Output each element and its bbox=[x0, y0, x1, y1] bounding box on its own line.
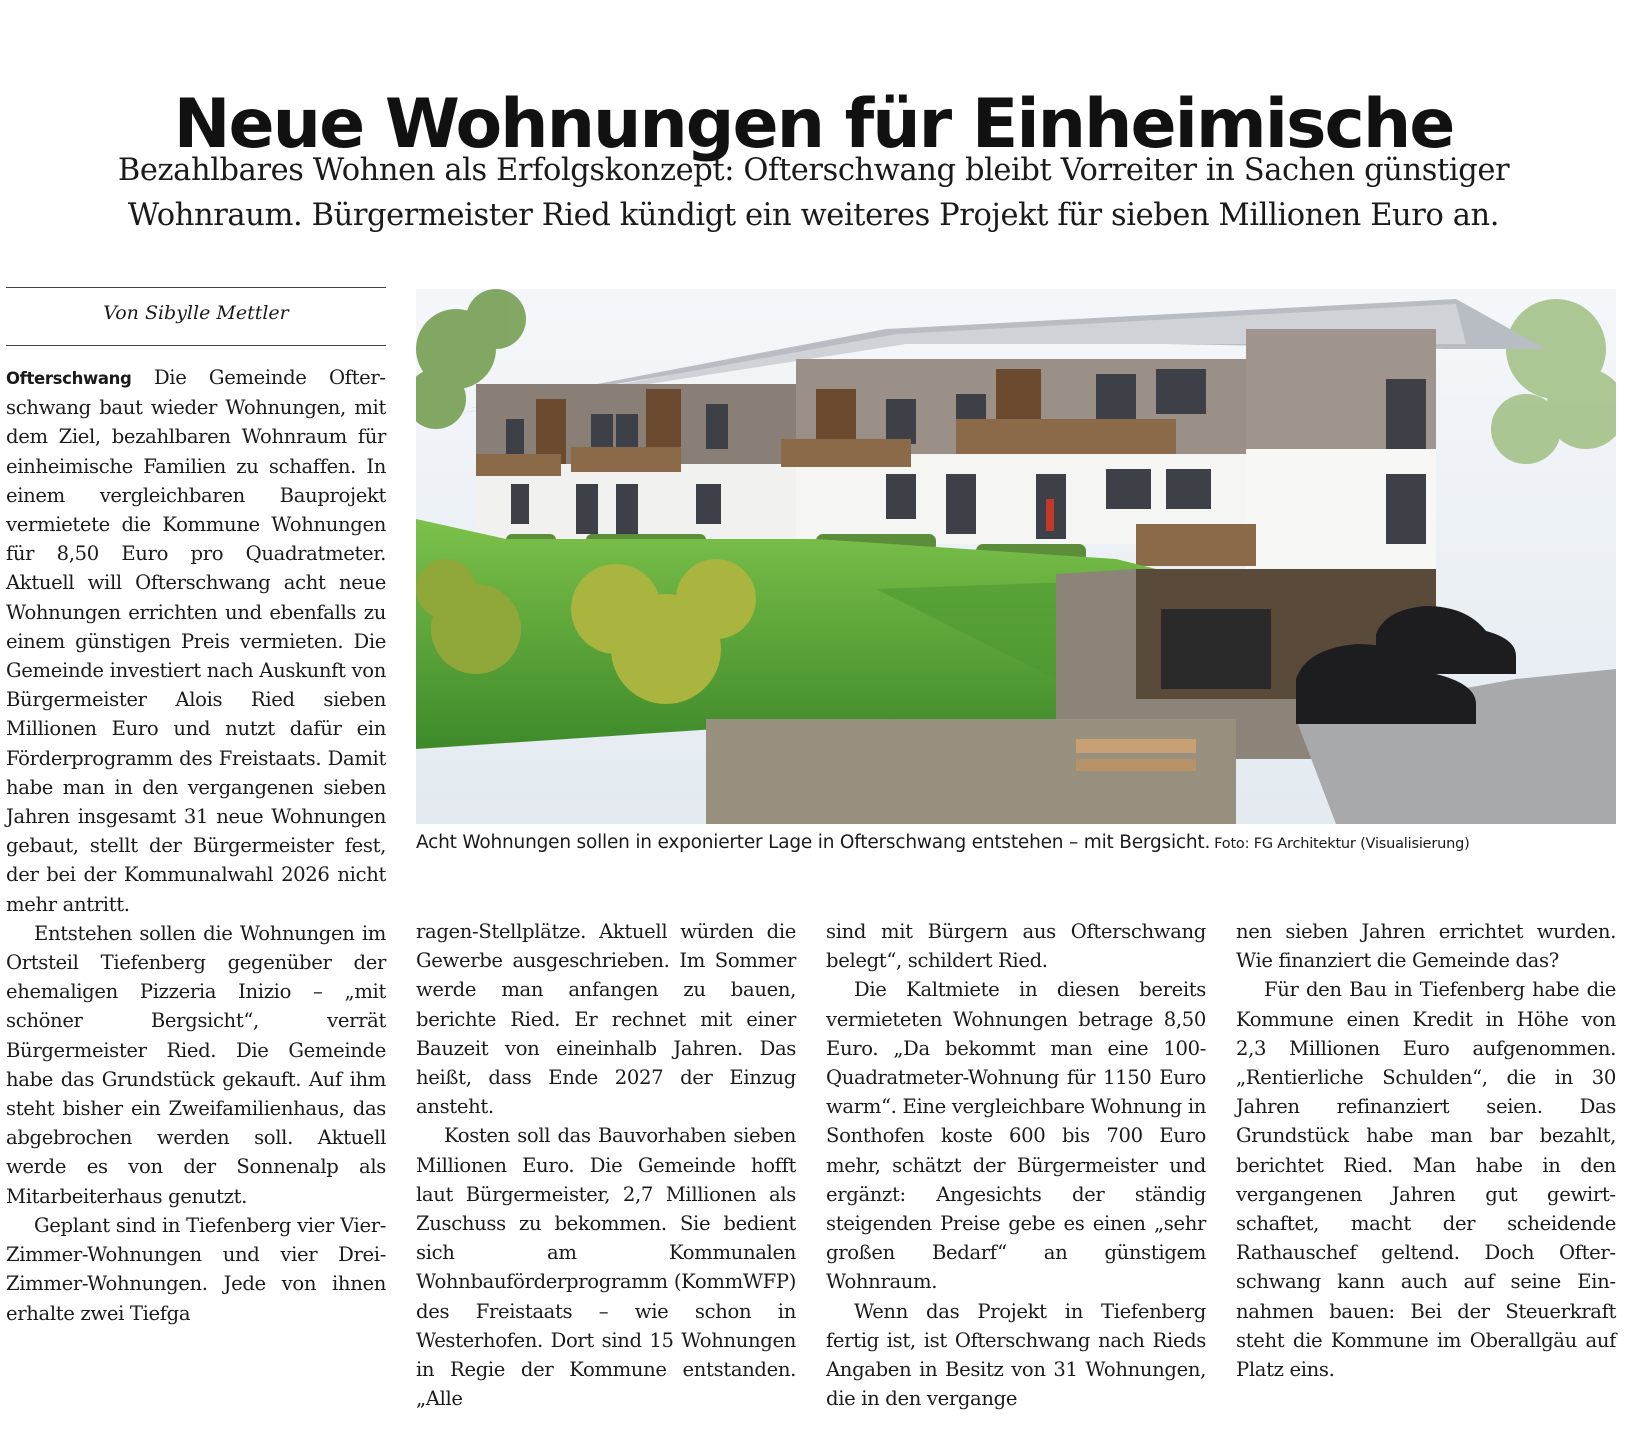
photo-credit: Foto: FG Architektur (Visualisierung) bbox=[1214, 836, 1470, 852]
article-column-3 bbox=[826, 917, 1206, 1413]
byline-rule-top bbox=[6, 287, 386, 288]
article-paragraph: Für den Bau in Tiefenberg habe die Kommune einen Kredit in Höhe von 2,3 Millionen Euro aufgenommen. „Rentierliche Schulden“, die in 30 Jahren refinanziert seien. Das Grundstück habe man bar bezahlt, berichtet Ried. Man habe in den vergangenen Jahren gut gewirtschaftet, macht der scheidende Rathauschef geltend. Doch Ofterschwang kann auch auf seine Einnahmen bauen: Bei der Steuerkraft steht die Kommune im Oberallgäu auf Platz eins. bbox=[1236, 978, 1616, 1382]
byline-rule-bottom bbox=[6, 345, 386, 346]
byline: Von Sibylle Mettler bbox=[103, 302, 289, 324]
photo-caption bbox=[416, 832, 1621, 853]
article-paragraph: Die Kaltmiete in diesen bereits vermieteten Wohnungen betrage 8,50 Euro. „Da bekommt man eine 100-Quadratmeter-Wohnung für 1150 Euro warm“. Eine vergleichbare Wohnung in Sonthofen koste 600 bis 700 Euro mehr, schätzt der Bürgermeister und ergänzt: Angesichts der ständig steigenden Preise gebe es einen „sehr großen Bedarf“ an günstigem Wohnraum. bbox=[826, 978, 1206, 1294]
article-paragraph: Wenn das Projekt in Tiefenberg fertig ist, ist Ofterschwang nach Rieds Angaben in Besitz von 31 Wohnungen, die in den vergange bbox=[826, 1299, 1206, 1411]
building-visualization-image bbox=[416, 289, 1616, 824]
headline: Neue Wohnungen für Einheimische bbox=[173, 84, 1454, 164]
subheadline-line-2: Wohnraum. Bürgermeister Ried kündigt ein weiteres Projekt für sieben Millionen Euro an. bbox=[127, 198, 1500, 233]
subheadline bbox=[10, 148, 1617, 238]
article-column-2 bbox=[416, 917, 796, 1413]
paragraph-text: Die Gemeinde Ofterschwang baut wieder Wohnungen, mit dem Ziel, bezahlbaren Wohnraum für einheimische Familien zu schaffen. In einem vergleichbaren Bauprojekt vermietete die Kommune Wohnungen für 8,50 Euro pro Quadratmeter. Aktuell will Ofterschwang acht neue Wohnungen errichten und ebenfalls zu einem günstigen Preis vermieten. Die Gemeinde investiert nach Auskunft von Bürgermeister Alois Ried sieben Millionen Euro und nutzt dafür ein Förderprogramm des Freistaats. Damit habe man in den vergangenen sieben Jahren insgesamt 31 neue Wohnungen gebaut, stellt der Bürgermeister fest, der bei der Kommunalwahl 2026 nicht mehr antritt. bbox=[6, 366, 386, 916]
article-paragraph: Entstehen sollen die Wohnungen im Ortsteil Tiefenberg gegenüber der ehemaligen Pizzeria Inizio – „mit schöner Bergsicht“, verrät Bürgermeister Ried. Die Gemeinde habe das Grundstück gekauft. Auf ihm steht bisher ein Zweifamilienhaus, das abgebrochen werden soll. Aktuell werde es von der Sonnenalp als Mitarbeiterhaus genutzt. bbox=[6, 921, 386, 1208]
article-photo bbox=[416, 289, 1616, 824]
dateline: Ofterschwang bbox=[6, 369, 132, 388]
article-column-1 bbox=[6, 363, 386, 1328]
article-paragraph: ragen-Stellplätze. Aktuell würden die Gewerbe ausgeschrieben. Im Sommer werde man anfangen zu bauen, berichte Ried. Er rechnet mit einer Bauzeit von eineinhalb Jahren. Das heißt, dass Ende 2027 der Einzug ansteht. bbox=[416, 920, 796, 1119]
article-paragraph: nen sieben Jahren errichtet wurden. Wie finanziert die Gemeinde das? bbox=[1236, 920, 1616, 973]
article-column-4 bbox=[1236, 917, 1616, 1384]
article-paragraph: Geplant sind in Tiefenberg vier Vier-Zimmer-Wohnungen und vier Drei-Zimmer-Wohnungen. Jede von ihnen erhalte zwei Tiefga bbox=[6, 1213, 386, 1325]
article-paragraph: Kosten soll das Bauvorhaben sieben Millionen Euro. Die Gemeinde hofft laut Bürgermeister, 2,7 Millionen als Zuschuss zu bekommen. Sie bedient sich am Kommunalen Wohnbauförderprogramm (KommWFP) des Freistaats – wie schon in Westerhofen. Dort sind 15 Wohnungen in Regie der Kommune entstanden. „Alle bbox=[416, 1124, 796, 1411]
caption-text: Acht Wohnungen sollen in exponierter Lage in Ofterschwang entstehen – mit Bergsicht. bbox=[416, 832, 1211, 853]
article-paragraph bbox=[6, 363, 386, 919]
subheadline-line-1: Bezahlbares Wohnen als Erfolgskonzept: Ofterschwang bleibt Vorreiter in Sachen günstiger bbox=[117, 153, 1510, 188]
article-paragraph: sind mit Bürgern aus Ofterschwang belegt“, schildert Ried. bbox=[826, 920, 1206, 973]
